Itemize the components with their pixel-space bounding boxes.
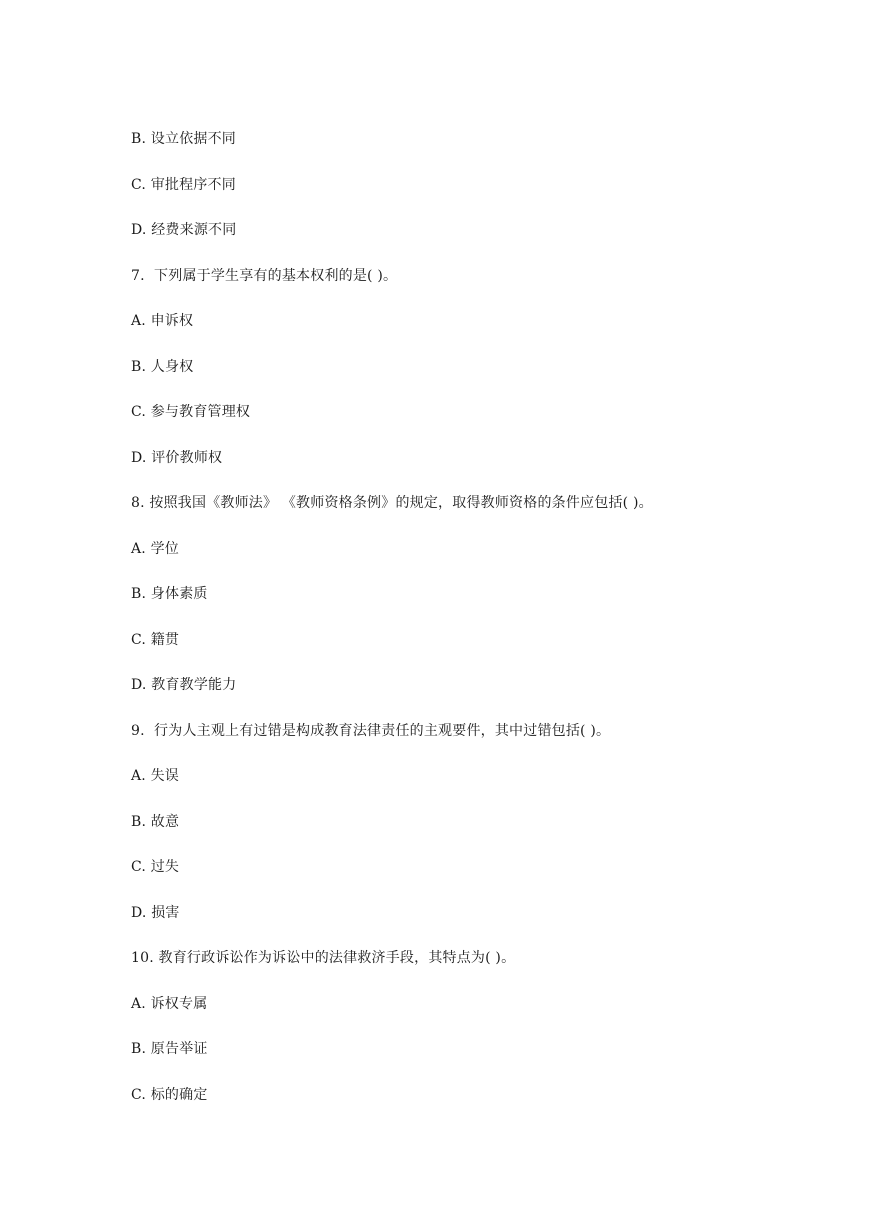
option-line: B. 人身权 — [131, 359, 194, 375]
option-line: C. 籍贯 — [131, 632, 180, 648]
option-line: C. 审批程序不同 — [131, 177, 236, 193]
option-line: B. 原告举证 — [131, 1041, 208, 1057]
option-line: D. 损害 — [131, 905, 180, 921]
option-line: A. 失误 — [131, 768, 180, 784]
option-line: C. 标的确定 — [131, 1087, 208, 1103]
option-line: D. 经费来源不同 — [131, 222, 237, 238]
option-line: A. 学位 — [131, 541, 180, 557]
option-line: A. 申诉权 — [131, 313, 194, 329]
option-line: D. 评价教师权 — [131, 450, 223, 466]
option-line: B. 身体素质 — [131, 586, 208, 602]
option-line: B. 设立依据不同 — [131, 131, 236, 147]
question-line: 7. 下列属于学生享有的基本权利的是( )。 — [131, 268, 398, 284]
question-line: 8. 按照我国《教师法》 《教师资格条例》的规定，取得教师资格的条件应包括( )。 — [131, 495, 653, 511]
option-line: C. 过失 — [131, 859, 180, 875]
option-line: C. 参与教育管理权 — [131, 404, 251, 420]
option-line: D. 教育教学能力 — [131, 677, 237, 693]
option-line: B. 故意 — [131, 814, 180, 830]
question-line: 9. 行为人主观上有过错是构成教育法律责任的主观要件，其中过错包括( )。 — [131, 723, 611, 739]
option-line: A. 诉权专属 — [131, 996, 208, 1012]
question-line: 10. 教育行政诉讼作为诉讼中的法律救济手段，其特点为( )。 — [131, 950, 516, 966]
